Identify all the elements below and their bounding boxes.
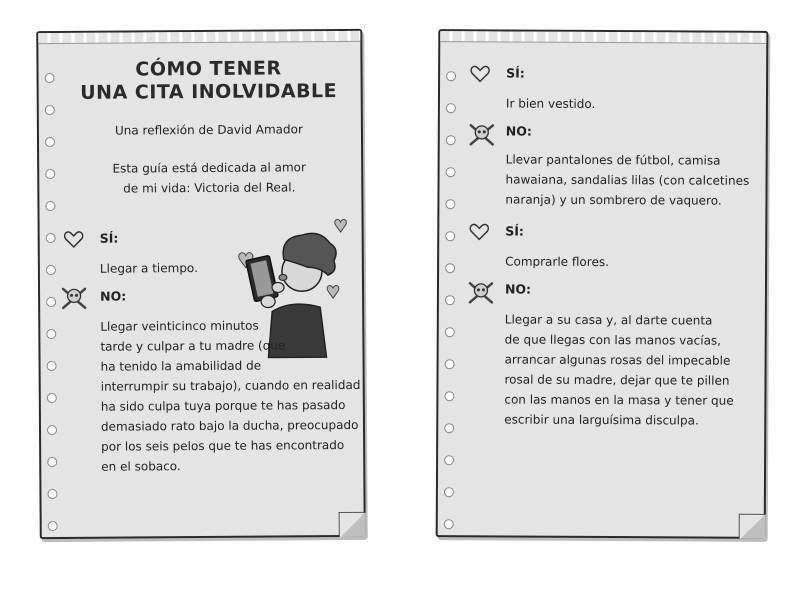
dedication — [69, 157, 349, 199]
binder-holes — [444, 71, 459, 551]
right-page — [436, 29, 769, 539]
yes-text: Ir bien vestido. — [505, 96, 596, 111]
no-line: Llegar a su casa y, al darte cuenta — [504, 312, 713, 328]
no-line: rosal de su madre, dejar que te pillen — [504, 372, 730, 388]
dedication-line-2: de mi vida: Victoria del Real. — [123, 180, 296, 196]
no-line: tarde y culpar a tu madre (que — [100, 338, 286, 354]
heart-icon — [64, 231, 84, 249]
no-line: ha tenido la amabilidad de — [100, 358, 262, 374]
no-line: de que llegas con las manos vacías, — [504, 332, 722, 348]
skull-crossbones-icon — [467, 279, 495, 305]
yes-text: Llegar a tiempo. — [99, 261, 198, 276]
no-line: arrancar algunas rosas del impecable — [504, 352, 731, 368]
no-label: NO: — [504, 281, 532, 297]
no-line: demasiado rato bajo la ducha, preocupado — [100, 417, 359, 434]
yes-text: Comprarle flores. — [505, 254, 609, 270]
byline: Una reflexión de David Amador — [114, 122, 303, 138]
title-line-1: CÓMO TENER — [135, 57, 282, 81]
no-line: con las manos en la masa y tener que — [504, 392, 734, 408]
no-line: ha sido culpa tuya porque te has pasado — [100, 397, 346, 414]
no-line: Llegar veinticinco minutos — [100, 318, 259, 334]
no-line: interrumpir su trabajo), cuando en realidad — [100, 377, 361, 394]
page-title — [68, 57, 348, 105]
no-label: NO: — [505, 123, 532, 139]
no-line: por los seis pelos que te has encontrado — [101, 438, 345, 454]
dedication-line-1: Esta guía está dedicada al amor — [112, 160, 306, 176]
no-text — [100, 315, 361, 477]
no-text — [504, 309, 755, 430]
yes-label: SÍ: — [99, 230, 119, 246]
heart-icon — [470, 65, 490, 83]
skull-crossbones-icon — [468, 121, 496, 147]
page-curl — [739, 514, 766, 539]
left-page — [36, 29, 366, 539]
no-line: en el sobaco. — [101, 459, 181, 474]
no-line: escribir una larguísima disculpa. — [504, 412, 699, 428]
no-line: Llevar pantalones de fútbol, camisa — [505, 152, 721, 168]
page-curl — [339, 512, 366, 537]
binder-holes — [45, 73, 60, 553]
no-line: hawaiana, sandalias lilas (con calcetines — [505, 172, 750, 188]
no-line: naranja) y un sombrero de vaquero. — [505, 192, 722, 208]
yes-label: SÍ: — [505, 223, 524, 239]
title-line-2: UNA CITA INOLVIDABLE — [80, 80, 338, 104]
heart-icon — [469, 223, 489, 241]
yes-label: SÍ: — [506, 65, 525, 81]
skull-crossbones-icon — [60, 285, 88, 311]
no-label: NO: — [100, 288, 127, 304]
no-text — [505, 149, 755, 210]
